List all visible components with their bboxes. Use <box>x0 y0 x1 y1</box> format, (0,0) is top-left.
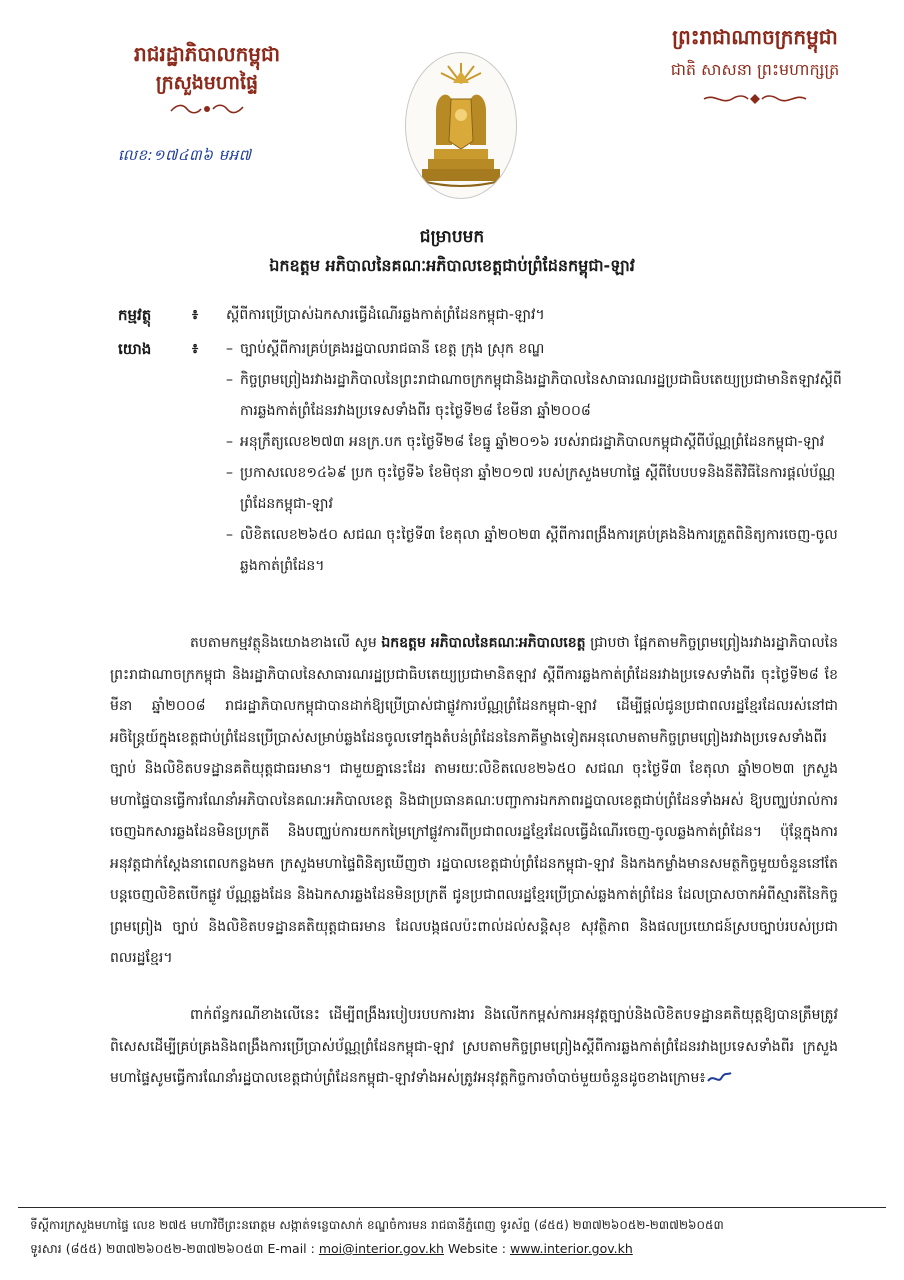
body-paragraph-2 <box>110 1000 838 1095</box>
subject-row <box>118 300 838 332</box>
reference-item: – លិខិតលេខ២៦៥០ សជណ ចុះថ្ងៃទី៣ ខែតុលា ឆ្នាំ២០២៣ ស្តីពីការពង្រឹងការគ្រប់គ្រងនិងការត្រួតពិនិត្យការចេញ-ចូលឆ្លងកាត់ព្រំដែន។ <box>226 520 846 582</box>
references-label: យោង <box>118 340 152 358</box>
subject-text: ស្តីពីការប្រើប្រាស់ឯកសារធ្វើដំណើរឆ្លងកាត់ព្រំដែនកម្ពុជា-ឡាវ។ <box>226 307 545 323</box>
government-name: រាជរដ្ឋាភិបាលកម្ពុជា <box>134 42 280 66</box>
para1-addressee-bold: ឯកឧត្តម អភិបាលនៃគណៈអភិបាលខេត្ត <box>381 635 586 651</box>
email-label: E-mail : <box>267 1241 315 1256</box>
website-label: Website : <box>447 1241 506 1256</box>
reference-number: លេខ:១៧៤៣៦ មអ៧ <box>118 146 252 164</box>
ornament-icon <box>167 102 247 116</box>
salutation: ជម្រាបមក <box>419 227 485 247</box>
reference-item: – កិច្ចព្រមព្រៀងរវាងរដ្ឋាភិបាលនៃព្រះរាជាណាចក្រកម្ពុជានិងរដ្ឋាភិបាលនៃសាធារណរដ្ឋប្រជាធិបតេយ្យប្រជាមានិតឡាវស្តីពីការឆ្លងកាត់ព្រំដែនរវាងប្រទេសទាំងពីរ ចុះថ្ងៃទី២៨ ខែមីនា ឆ្នាំ២០០៨ <box>226 365 846 427</box>
footer-fax: ទូរសារ (៨៥៥) ២៣៧២៦០៥២-២៣៧២៦០៥៣ <box>30 1241 264 1256</box>
signature-mark-icon <box>706 1071 732 1085</box>
royal-coat-of-arms-icon <box>405 52 517 199</box>
para1-text: ជ្រាបថា ផ្អែកតាមកិច្ចព្រមព្រៀងរវាងរដ្ឋាភិបាលនៃព្រះរាជាណាចក្រកម្ពុជា និងរដ្ឋាភិបាលនៃសាធារណរដ្ឋប្រជាធិបតេយ្យប្រជាមានិតឡាវ ស្តីពីការឆ្លងកាត់ព្រំដែនរវាងប្រទេសទាំងពីរ ចុះថ្ងៃទី២៨ ខែមីនា ឆ្នាំ២០០៨ រាជរដ្ឋាភិបាលកម្ពុជាបានដាក់ឱ្យប្រើប្រាស់ជាផ្លូវការប័ណ្ណព្រំដែនកម្ពុជា-ឡាវ ដើម្បីផ្តល់ជូនប្រជាពលរដ្ឋខ្មែរដែលរស់នៅជាអចិន្ត្រៃយ៍ក្នុងខេត្តជាប់ព្រំដែនប្រើប្រាស់សម្រាប់ឆ្លងដែនចូលទៅក្នុងតំបន់ព្រំដែននៃភាគីម្ខាងទៀតអនុលោមតាមកិច្ចព្រមព្រៀងរវាងប្រទេសទាំងពីរ ច្បាប់ និងលិខិតបទដ្ឋានគតិយុត្តជាធរមាន។ ជាមួយគ្នានេះដែរ តាមរយៈលិខិតលេខ២៦៥០ សជណ ចុះថ្ងៃទី៣ ខែតុលា ឆ្នាំ២០២៣ ក្រសួងមហាផ្ទៃបានធ្វើការណែនាំអភិបាលនៃគណៈអភិបាលខេត្ត និងជាប្រធានគណៈបញ្ជាការឯកភាពរដ្ឋបាលខេត្តជាប់ព្រំដែនទាំងអស់ ឱ្យបញ្ឈប់រាល់ការចេញឯកសារឆ្លងដែនមិនប្រក្រតី និងបញ្ឈប់ការយកកម្រៃក្រៅផ្លូវការពីប្រជាពលរដ្ឋខ្មែរដែលធ្វើដំណើរចេញ-ចូលឆ្លងកាត់ព្រំដែន។ ប៉ុន្តែក្នុងការអនុវត្តជាក់ស្តែងនាពេលកន្លងមក ក្រសួងមហាផ្ទៃពិនិត្យឃើញថា រដ្ឋបាលខេត្តជាប់ព្រំដែនកម្ពុជា-ឡាវ និងកងកម្លាំងមានសមត្ថកិច្ចមួយចំនួននៅតែបន្តចេញលិខិតបើកផ្លូវ ប័ណ្ណឆ្លងដែន និងឯកសារឆ្លងដែនមិនប្រក្រតី ជូនប្រជាពលរដ្ឋខ្មែរប្រើប្រាស់ឆ្លងកាត់ព្រំដែន ដែលប្រាសចាកអំពីស្មារតីនៃកិច្ចព្រមព្រៀង ច្បាប់ និងលិខិតបទដ្ឋានគតិយុត្តជាធរមាន ដែលបង្កផលប៉ះពាល់ដល់សន្តិសុខ សុវត្ថិភាព និងផលប្រយោជន៍ស្របច្បាប់របស់ប្រជាពលរដ្ឋខ្មែរ។ <box>110 635 839 966</box>
salutation-heading <box>0 222 904 280</box>
reference-item: – អនុក្រឹត្យលេខ២៧៣ អនក្រ.បក ចុះថ្ងៃទី២៨ ខែធ្នូ ឆ្នាំ២០១៦ របស់រាជរដ្ឋាភិបាលកម្ពុជាស្តីពីប័ណ្ណព្រំដែនកម្ពុជា-ឡាវ <box>226 427 846 458</box>
national-motto: ជាតិ សាសនា ព្រះមហាក្សត្រ <box>670 60 840 79</box>
references-list-wrapper <box>226 334 846 582</box>
para2-text: ពាក់ព័ន្ធករណីខាងលើនេះ ដើម្បីពង្រឹងរបៀបរបបការងារ និងលើកកម្ពស់ការអនុវត្តច្បាប់និងលិខិតបទដ្ឋានគតិយុត្តឱ្យបានត្រឹមត្រូវ ពិសេសដើម្បីគ្រប់គ្រងនិងពង្រឹងការប្រើប្រាស់ប័ណ្ណព្រំដែនកម្ពុជា-ឡាវ ស្របតាមកិច្ចព្រមព្រៀងស្តីពីការឆ្លងកាត់ព្រំដែនរវាងប្រទេសទាំងពីរ ក្រសួងមហាផ្ទៃសូមធ្វើការណែនាំរដ្ឋបាលខេត្តជាប់ព្រំដែនកម្ពុជា-ឡាវទាំងអស់ត្រូវអនុវត្តកិច្ចការចាំបាច់មួយចំនួនដូចខាងក្រោម៖ <box>110 1007 838 1086</box>
subject-colon: ៖ <box>192 307 199 323</box>
footer-address: ទីស្តីការក្រសួងមហាផ្ទៃ លេខ ២៧៥ មហាវិថីព្រះនរោត្តម សង្កាត់ទន្លេបាសាក់ ខណ្ឌចំការមន រាជធានីភ្នំពេញ ទូរស័ព្ទ (៨៥៥) ២៣៧២៦០៥២-២៣៧២៦០៥៣ <box>30 1218 724 1232</box>
footer-divider <box>18 1207 886 1208</box>
ornament-icon <box>700 92 810 106</box>
addressee: ឯកឧត្តម អភិបាលនៃគណៈអភិបាលខេត្តជាប់ព្រំដែនកម្ពុជា-ឡាវ <box>269 256 635 275</box>
footer-contacts <box>30 1239 875 1259</box>
issuer-block <box>92 40 322 120</box>
references-row <box>118 334 842 624</box>
para1-lead: តបតាមកម្មវត្ថុនិងយោងខាងលើ សូម <box>190 635 377 651</box>
email-link[interactable]: moi@interior.gov.kh <box>318 1241 444 1256</box>
website-link[interactable]: www.interior.gov.kh <box>509 1241 633 1256</box>
kingdom-block <box>620 22 890 110</box>
references-list <box>226 334 846 582</box>
kingdom-name: ព្រះរាជាណាចក្រកម្ពុជា <box>672 25 838 49</box>
body-paragraph-1 <box>110 628 838 975</box>
reference-item: – ច្បាប់ស្តីពីការគ្រប់គ្រងរដ្ឋបាលរាជធានី ខេត្ត ក្រុង ស្រុក ខណ្ឌ <box>226 334 846 365</box>
reference-item: – ប្រកាសលេខ១៤៦៩ ប្រក ចុះថ្ងៃទី៦ ខែមិថុនា ឆ្នាំ២០១៧ របស់ក្រសួងមហាផ្ទៃ ស្តីពីបែបបទនិងនីតិវិធីនៃការផ្តល់ប័ណ្ណព្រំដែនកម្ពុជា-ឡាវ <box>226 458 846 520</box>
references-colon: ៖ <box>192 341 199 357</box>
ministry-name: ក្រសួងមហាផ្ទៃ <box>155 72 259 94</box>
subject-label: កម្មវត្ថុ <box>118 306 152 324</box>
